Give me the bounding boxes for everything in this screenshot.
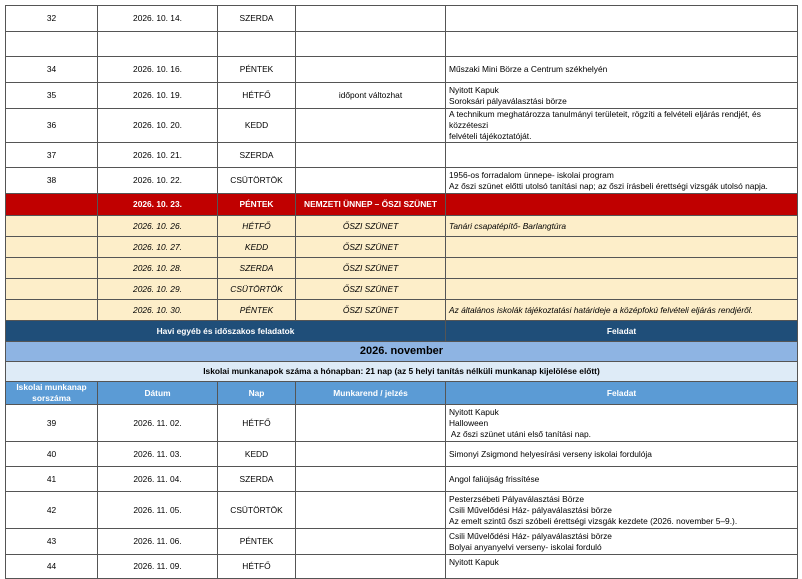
table-row: [6, 405, 798, 442]
autumn-break-row: [6, 300, 798, 321]
table-row: [6, 83, 798, 109]
task-line: Csili Művelődési Ház- pályaválasztási börze: [449, 504, 612, 515]
note-cell: ŐSZI SZÜNET: [296, 216, 446, 237]
date-cell: 2026. 11. 06.: [98, 529, 218, 555]
note-cell: [296, 143, 446, 168]
autumn-break-row: [6, 237, 798, 258]
table-row: [6, 57, 798, 83]
date-cell: 2026. 11. 03.: [98, 442, 218, 467]
table-row: [6, 168, 798, 194]
day-cell: HÉTFŐ: [218, 405, 296, 442]
workday-number: 36: [6, 109, 98, 143]
note-cell: [296, 109, 446, 143]
task-cell: [446, 83, 798, 109]
task-cell: [446, 442, 798, 467]
note-cell: időpont változhat: [296, 83, 446, 109]
column-header-task: Feladat: [446, 382, 798, 405]
note-cell: [296, 405, 446, 442]
workday-number: [6, 216, 98, 237]
note-cell: ŐSZI SZÜNET: [296, 279, 446, 300]
month-info: Iskolai munkanapok száma a hónapban: 21 nap (az 5 helyi tanítás nélküli munkanap kijelölése előtt): [6, 362, 798, 382]
task-line: Halloween: [449, 417, 489, 428]
day-cell: HÉTFŐ: [218, 555, 296, 579]
task-cell: [446, 168, 798, 194]
periodic-tasks-header: [6, 321, 798, 342]
day-cell: SZERDA: [218, 6, 296, 32]
task-line: Csili Művelődési Ház- pályaválasztási börze: [449, 530, 612, 541]
task-line: Bolyai anyanyelvi verseny- iskolai forduló: [449, 541, 602, 552]
day-cell: CSÜTÖRTÖK: [218, 168, 296, 194]
periodic-tasks-column-title: Feladat: [446, 321, 798, 342]
task-cell: [446, 555, 798, 579]
task-line: Műszaki Mini Börze a Centrum székhelyén: [449, 64, 608, 74]
autumn-break-row: [6, 216, 798, 237]
day-cell: KEDD: [218, 442, 296, 467]
day-cell: PÉNTEK: [218, 194, 296, 216]
task-cell: [446, 279, 798, 300]
workday-number: [6, 279, 98, 300]
date-cell: 2026. 10. 27.: [98, 237, 218, 258]
day-cell: CSÜTÖRTÖK: [218, 492, 296, 529]
workday-number: 37: [6, 143, 98, 168]
task-line: Nyitott Kapuk: [449, 406, 499, 417]
workday-number: [6, 32, 98, 57]
date-cell: 2026. 10. 29.: [98, 279, 218, 300]
date-cell: 2026. 11. 05.: [98, 492, 218, 529]
date-cell: 2026. 10. 22.: [98, 168, 218, 194]
table-row: [6, 143, 798, 168]
task-cell: [446, 529, 798, 555]
task-cell: [446, 143, 798, 168]
table-row: [6, 442, 798, 467]
task-cell: [446, 405, 798, 442]
date-cell: 2026. 10. 20.: [98, 109, 218, 143]
task-cell: [446, 258, 798, 279]
workday-number: [6, 237, 98, 258]
day-cell: SZERDA: [218, 143, 296, 168]
task-line: Az emelt szintű őszi szóbeli érettségi vizsgák kezdete (2026. november 5–9.).: [449, 515, 738, 526]
task-cell: [446, 6, 798, 32]
autumn-break-row: [6, 258, 798, 279]
workday-number: 32: [6, 6, 98, 32]
workday-number: 44: [6, 555, 98, 579]
workday-number: 40: [6, 442, 98, 467]
day-cell: PÉNTEK: [218, 57, 296, 83]
date-cell: 2026. 10. 16.: [98, 57, 218, 83]
autumn-break-row: [6, 279, 798, 300]
day-cell: CSÜTÖRTÖK: [218, 279, 296, 300]
task-cell: [446, 194, 798, 216]
column-header-number: Iskolai munkanap sorszáma: [6, 382, 98, 405]
date-cell: 2026. 11. 02.: [98, 405, 218, 442]
note-cell: [296, 467, 446, 492]
task-line: Nyitott Kapuk: [449, 557, 499, 567]
note-cell: [296, 529, 446, 555]
month-title: 2026. november: [6, 342, 798, 362]
task-line: A technikum meghatározza tanulmányi területeit, rögzíti a felvételi eljárás rendjét, és közzéteszi: [449, 109, 761, 130]
note-cell: [296, 442, 446, 467]
task-line: felvételi tájékoztatóját.: [449, 131, 532, 141]
date-cell: 2026. 10. 26.: [98, 216, 218, 237]
note-cell: [296, 57, 446, 83]
day-cell: SZERDA: [218, 467, 296, 492]
calendar-table: [5, 5, 798, 579]
day-cell: SZERDA: [218, 258, 296, 279]
note-cell: [296, 32, 446, 57]
note-cell: [296, 555, 446, 579]
day-cell: KEDD: [218, 109, 296, 143]
workday-number: 43: [6, 529, 98, 555]
day-cell: HÉTFŐ: [218, 216, 296, 237]
workday-number: 35: [6, 83, 98, 109]
task-line: Nyitott Kapuk: [449, 84, 499, 95]
task-cell: [446, 492, 798, 529]
periodic-tasks-title: Havi egyéb és időszakos feladatok: [6, 321, 446, 342]
day-cell: KEDD: [218, 237, 296, 258]
task-line: Az őszi szünet utáni első tanítási nap.: [449, 428, 591, 439]
holiday-row: [6, 194, 798, 216]
day-cell: [218, 32, 296, 57]
date-cell: 2026. 10. 23.: [98, 194, 218, 216]
task-line: Pesterzsébeti Pályaválasztási Börze: [449, 493, 584, 504]
note-cell: [296, 168, 446, 194]
table-row: [6, 492, 798, 529]
column-header-note: Munkarend / jelzés: [296, 382, 446, 405]
date-cell: 2026. 10. 19.: [98, 83, 218, 109]
day-cell: HÉTFŐ: [218, 83, 296, 109]
date-cell: 2026. 10. 21.: [98, 143, 218, 168]
note-cell: [296, 492, 446, 529]
table-row: [6, 529, 798, 555]
task-cell: [446, 237, 798, 258]
task-cell: [446, 109, 798, 143]
table-row: [6, 555, 798, 579]
task-line: Angol faliújság frissítése: [449, 473, 540, 484]
task-line: Az őszi szünet előtti utolsó tanítási nap; az őszi írásbeli érettségi vizsgák utolsó napja.: [449, 180, 768, 191]
column-header-date: Dátum: [98, 382, 218, 405]
date-cell: 2026. 11. 04.: [98, 467, 218, 492]
task-line: Simonyi Zsigmond helyesírási verseny iskolai fordulója: [449, 448, 652, 459]
day-cell: PÉNTEK: [218, 529, 296, 555]
month-title-row: [6, 342, 798, 362]
note-cell: ŐSZI SZÜNET: [296, 258, 446, 279]
workday-number: 41: [6, 467, 98, 492]
task-cell: Tanári csapatépítő- Barlangtúra: [446, 216, 798, 237]
date-cell: [98, 32, 218, 57]
note-cell: ŐSZI SZÜNET: [296, 300, 446, 321]
task-cell: [446, 57, 798, 83]
task-cell: Az általános iskolák tájékoztatási határideje a középfokú felvételi eljárás rendjéről.: [446, 300, 798, 321]
date-cell: 2026. 10. 14.: [98, 6, 218, 32]
workday-number: 39: [6, 405, 98, 442]
workday-number: [6, 300, 98, 321]
table-row: [6, 109, 798, 143]
workday-number: 42: [6, 492, 98, 529]
task-line: 1956-os forradalom ünnepe- iskolai program: [449, 169, 614, 180]
workday-number: 34: [6, 57, 98, 83]
day-cell: PÉNTEK: [218, 300, 296, 321]
note-cell: ŐSZI SZÜNET: [296, 237, 446, 258]
table-row: [6, 6, 798, 32]
note-cell: NEMZETI ÜNNEP – ŐSZI SZÜNET: [296, 194, 446, 216]
workday-number: 38: [6, 168, 98, 194]
table-row: [6, 32, 798, 57]
task-line: Soroksári pályaválasztási börze: [449, 95, 567, 106]
workday-number: [6, 194, 98, 216]
month-info-row: [6, 362, 798, 382]
note-cell: [296, 6, 446, 32]
task-cell: [446, 32, 798, 57]
column-header-row: [6, 382, 798, 405]
date-cell: 2026. 11. 09.: [98, 555, 218, 579]
table-row: [6, 467, 798, 492]
column-header-day: Nap: [218, 382, 296, 405]
task-cell: [446, 467, 798, 492]
date-cell: 2026. 10. 28.: [98, 258, 218, 279]
workday-number: [6, 258, 98, 279]
date-cell: 2026. 10. 30.: [98, 300, 218, 321]
